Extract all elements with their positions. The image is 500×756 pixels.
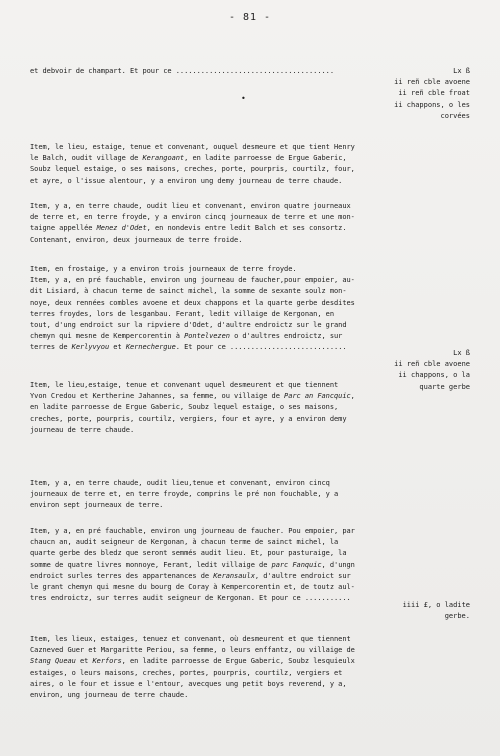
text-line [30, 153, 385, 164]
margin-note-line: ii chappons, o les [394, 100, 470, 109]
text-segment: et debvoir de champart. Et pour ce ...................................... [30, 67, 334, 75]
place-name: Menez d'Odet [96, 224, 147, 233]
text-segment: Item, le lieu,estaige, tenue et convenant uquel desmeurent et que tiennent [30, 381, 339, 389]
text-line [30, 391, 385, 402]
text-line [30, 275, 385, 286]
text-segment: Contenant, environ, deux journeaux de terre froide. [30, 235, 243, 244]
text-segment: , en ladite parroesse de Ergue Gaberic, Soubz lesquieulx [121, 657, 355, 666]
text-line [30, 690, 385, 701]
place-name: Stang Queau [30, 657, 76, 666]
text-line [30, 235, 385, 246]
paragraph [30, 634, 385, 701]
text-segment: endroict surles terres des appartenances de [30, 571, 214, 580]
text-line [30, 489, 385, 500]
margin-note-line: ii reñ cble froat [398, 89, 470, 98]
place-name: parc Fanquic [271, 560, 322, 569]
text-segment: tout, d'ung endroict sur la ripviere d'Odet, d'aultre endroictz sur le grand [30, 321, 347, 330]
text-segment: . Et pour ce ............................ [175, 343, 347, 352]
text-line [30, 478, 385, 489]
paragraph [30, 201, 385, 246]
text-line [30, 298, 385, 309]
text-line [30, 548, 385, 559]
paragraph [30, 264, 385, 354]
text-line [30, 425, 385, 436]
text-segment: en ladite parroesse de Ergue Gaberic, Soubz lequel estaige, o ses maisons, [30, 403, 339, 412]
text-segment: environ, ung journeau de terre chaude. [30, 691, 189, 700]
text-segment: Item, y a, en terre chaude, oudit lieu et convenant, environ quatre journeaux [30, 202, 351, 210]
text-segment: chaucn an, audit seigneur de Kergonan, à chacun terme de sainct michel, la [30, 538, 339, 547]
margin-note [385, 66, 470, 122]
place-name: Keransaulx [213, 571, 255, 580]
text-segment: aires, o le four et issue e l'entour, avecques ung petit boys reverend, y a, [30, 679, 347, 688]
text-line [30, 414, 385, 425]
text-line [30, 582, 385, 593]
text-line [30, 223, 385, 234]
text-segment: le grant chemyn qui mesne du bourg de Coray à Kempercorentin et, de toutz aul- [30, 583, 355, 592]
text-segment: quarte gerbe des bledz que seront semmés audit lieu. Et, pour pasturaige, la [30, 549, 347, 558]
text-segment: Item, y a, en pré fauchable, environ ung journeau de faucher. Pou empoier, par [30, 527, 355, 535]
text-line [30, 593, 385, 604]
text-segment: et ayre, o l'issue alentour, y a environ ung demy journeau de terre chaude. [30, 176, 343, 185]
margin-note-line: ii chappons, o la [398, 371, 470, 380]
text-line [30, 331, 385, 342]
text-segment: , en ladite parroesse de Ergue Gaberic, [184, 154, 347, 163]
text-line [30, 645, 385, 656]
text-segment: Item, les lieux, estaiges, tenuez et convenant, où desmeurent et que tiennent [30, 635, 351, 643]
text-line [30, 66, 385, 77]
margin-note-line: corvées [440, 111, 470, 120]
text-line [30, 560, 385, 571]
text-line [30, 668, 385, 679]
text-line [30, 526, 385, 537]
text-segment: tres endroictz, sur terres audit seigneur de Kergonan. Et pour ce ........... [30, 594, 351, 603]
text-segment: de terre et, en terre froyde, y a environ cincq journeaux de terre et une mon- [30, 213, 355, 222]
paragraph [30, 66, 385, 77]
text-segment: chemyn qui mesne de Kempercorentin à [30, 332, 185, 341]
text-line [30, 309, 385, 320]
text-segment: et [75, 657, 93, 666]
paragraph [30, 478, 385, 512]
text-line [30, 176, 385, 187]
text-segment: Item, en frostaige, y a environ trois journeaux de terre froyde. [30, 265, 297, 273]
text-segment: o d'aultres endroictz, sur [229, 332, 343, 341]
text-line [30, 656, 385, 667]
text-segment: somme de quatre livres monnoye, Ferant, ledit villaige de [30, 560, 272, 569]
text-segment: dit Lisiard, à chacun terme de sainct michel, la somme de sexante soulz mon- [30, 287, 347, 296]
text-line [30, 402, 385, 413]
text-segment: terres de [30, 343, 72, 352]
text-segment: estaiges, o leurs maisons, creches, portes, pourpris, courtilz, vergiers et [30, 668, 343, 677]
place-name: Pontelvezen [184, 332, 230, 341]
margin-note-line: quarte gerbe [419, 382, 470, 391]
text-segment: , en nondevis entre ledit Balch et ses consortz. [146, 224, 347, 233]
text-segment: taigne appellée [30, 224, 97, 233]
page-number: - 81 - [228, 12, 272, 23]
text-segment: terres froydes, lors de lesganbau. Ferant, ledit villaige de Kergonan, en [30, 309, 334, 318]
text-segment: Item, y a, en pré fauchable, environ ung journeau de faucher,pour empoier, au- [30, 276, 355, 285]
margin-note-line: Lx ß [453, 67, 470, 75]
text-segment: Item, y a, en terre chaude, oudit lieu,tenue et convenant, environ cincq [30, 479, 330, 487]
place-name: Kerangoant [142, 154, 185, 163]
place-name: Parc an Fancquic [284, 392, 351, 401]
place-name: Kernechergue [125, 343, 176, 352]
place-name: Kerfors [92, 657, 122, 666]
text-line [30, 537, 385, 548]
text-line [30, 164, 385, 175]
text-segment: noye, deux rennées combles avoene et deux chappons et la quarte gerbe desdites [30, 298, 355, 307]
text-line [30, 264, 385, 275]
margin-note [385, 600, 470, 622]
text-segment: Yvon Credou et Kertherine Jahannes, sa femme, ou villaige de [30, 392, 285, 401]
text-line [30, 500, 385, 511]
text-segment: Soubz lequel estaige, o ses maisons, creches, porte, pourpris, courtilz, four, [30, 165, 355, 174]
text-line [30, 380, 385, 391]
text-line [30, 142, 385, 153]
text-line [30, 571, 385, 582]
text-segment: journeaux de terre et, en terre froyde, comprins le pré non fouchable, y a [30, 490, 339, 499]
text-segment: , d'aultre endroict sur [254, 571, 351, 580]
text-line [30, 320, 385, 331]
text-segment: creches, porte, pourpris, courtilz, vergiers, four et ayre, y a environ demy [30, 414, 347, 423]
margin-note-line: ii reñ cble avoene [394, 360, 470, 369]
text-line [30, 201, 385, 212]
margin-note-line: gerbe. [444, 612, 470, 621]
paragraph [30, 526, 385, 604]
text-segment: Item, le lieu, estaige, tenue et convenant, ouquel desmeure et que tient Henry [30, 143, 355, 151]
bullet-mark: • [241, 94, 246, 103]
margin-note-line: iiii £, o ladite [402, 601, 470, 609]
text-line [30, 212, 385, 223]
text-line [30, 286, 385, 297]
text-segment: environ sept journeaux de terre. [30, 501, 164, 510]
text-line [30, 342, 385, 353]
text-line [30, 679, 385, 690]
margin-note [385, 348, 470, 393]
text-segment: le Balch, oudit village de [30, 154, 143, 163]
text-segment: journeau de terre chaude. [30, 425, 135, 434]
margin-note-line: ii reñ cble avoene [394, 78, 470, 87]
place-name: Kerlyvyou [71, 343, 110, 352]
text-segment: , [350, 392, 355, 401]
paragraph [30, 380, 385, 436]
text-line [30, 634, 385, 645]
text-segment: et [109, 343, 126, 352]
text-segment: Cazneved Guer et Margaritte Periou, sa femme, o leurs enffantz, ou villaige de [30, 646, 355, 655]
text-segment: , d'ungn [321, 560, 355, 569]
paragraph [30, 142, 385, 187]
margin-note-line: Lx ß [453, 349, 470, 357]
